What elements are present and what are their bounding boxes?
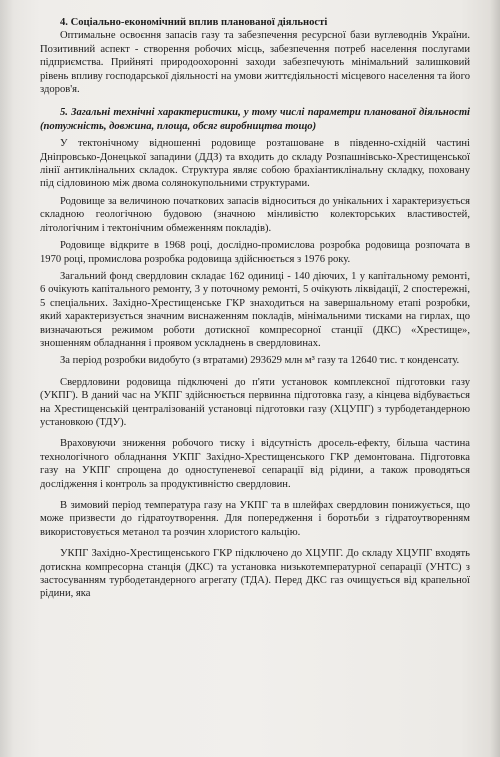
- section-4-paragraph: Оптимальне освоєння запасів газу та забезпечення ресурсної бази вуглеводнів України. Позитивний аспект - створення робочих місць, забезпечення потреб населення послугами підприємства. Прийняті природоохоронні заходи забезпечують мінімальний залишковий рівень впливу господарської діяльності на умови життєдіяльності місцевого населення та його здоров'я.: [40, 30, 470, 96]
- section-5-paragraph-5: За період розробки видобуто (з втратами) 293629 млн м³ газу та 12640 тис. т конденсату.: [60, 355, 460, 367]
- section-5-paragraph-1: У тектонічному відношенні родовище розташоване в південно-східній частині Дніпровсько-Донецької западини (ДДЗ) та входить до складу Розпашнівсько-Хрестищенської лінії антиклінальних складок. Структура являє собою брахіантиклінальну складку, поховану під сідловиною між двома солянокупольними структурами.: [40, 138, 470, 190]
- section-4-heading: 4. Соціально-економічний вплив планованої діяльності: [60, 17, 328, 28]
- section-5-paragraph-3: Родовище відкрите в 1968 році, дослідно-промислова розробка родовища розпочата в 1970 році, промислова розробка родовища здійснюється з 1976 року.: [40, 240, 470, 265]
- section-5-paragraph-7: Враховуючи зниження робочого тиску і відсутність дросель-ефекту, більша частина технологічного обладнання УКПГ Західно-Хрестищенського ГКР демонтована. Підготовка газу на УКПГ спрощена до одноступеневої сепарації від рідини, а також проводяться дослідження і контроль за продуктивністю свердловин.: [40, 438, 470, 490]
- section-5-paragraph-6: Свердловини родовища підключені до п'яти установок комплексної підготовки газу (УКПГ). В даний час на УКПГ здійснюється первинна підготовка газу, а кінцева відбувається на Хрестищенській централізованій установці підготовки газу (ХЦУПГ) з турбодетандерною установкою (ТДУ).: [40, 376, 470, 428]
- page-shadow-right: [490, 0, 500, 757]
- section-5-paragraph-9: УКПГ Західно-Хрестищенського ГКР підключено до ХЦУПГ. До складу ХЦУПГ входять дотискна компресорна станція (ДКС) та установка низькотемпературної сепарації (УНТС) з застосуванням турбодетандерного агрегату (ТДА). Перед ДКС газ очищується від крапельної рідини, яка: [40, 548, 470, 600]
- section-5-paragraph-2: Родовище за величиною початкових запасів відноситься до унікальних і характеризується складною геологічною будовою (значною мінливістю колекторських властивостей, літологічним і тектонічним обмеженням покладів).: [40, 195, 470, 234]
- section-5-heading: 5. Загальні технічні характеристики, у тому числі параметри планованої діяльності (потужність, довжина, площа, обсяг виробництва тощо): [40, 107, 470, 132]
- page-shadow-left: [0, 0, 14, 757]
- section-5-paragraph-4: Загальний фонд свердловин складає 162 одиниці - 140 діючих, 1 у капітальному ремонті, 6 очікують капітального ремонту, 3 у поточному ремонті, 5 очікують ліквідації, 2 спостережні, 5 спеціальних. Західно-Хрестищенське ГКР знаходиться на завершальному етапі розробки, який характеризується значним виснаженням покладів, мінімальними тисками на гирлах, що визначаються режимом роботи дотискної компресорної станції (ДКС) «Хрестище», зношенням обладнання і проявом ускладнень в свердловинах.: [40, 270, 470, 349]
- section-5-paragraph-8: В зимовий період температура газу на УКПГ та в шлейфах свердловин понижується, що може призвести до гідратоутворення. Для попередження і боротьби з гідратоутворенням використовується метанол та розчин хлористого кальцію.: [40, 500, 470, 538]
